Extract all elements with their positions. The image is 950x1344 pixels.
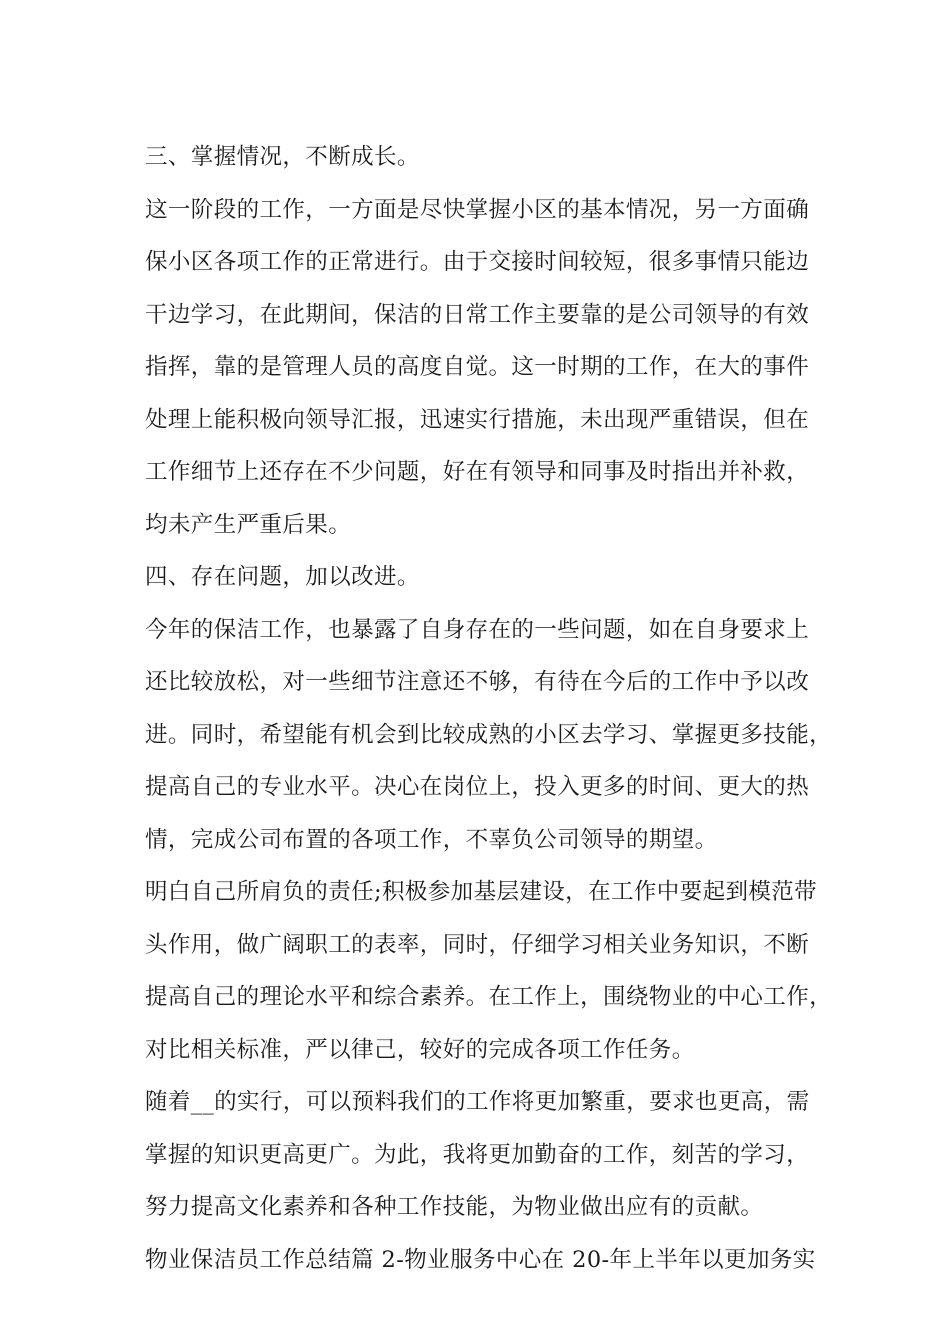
paragraph-line: 掌握的知识更高更广。为此，我将更加勤奋的工作，刻苦的学习，	[145, 1141, 810, 1168]
paragraph-line: 均未产生严重后果。	[145, 511, 352, 538]
paragraph-line: 干边学习，在此期间，保洁的日常工作主要靠的是公司领导的有效	[145, 301, 810, 328]
paragraph-line: 提高自己的专业水平。决心在岗位上，投入更多的时间、更大的热	[145, 774, 810, 800]
paragraph-line: 头作用，做广阔职工的表率，同时，仔细学习相关业务知识，不断	[145, 931, 810, 958]
paragraph-line: 进。同时，希望能有机会到比较成熟的小区去学习、掌握更多技能，	[145, 721, 833, 748]
paragraph-line: 情，完成公司布置的各项工作，不辜负公司领导的期望。	[145, 826, 718, 853]
section-heading-4: 四、存在问题，加以改进。	[145, 564, 420, 590]
document-body	[145, 131, 845, 1286]
paragraph-line: 对比相关标准，严以律己，较好的完成各项工作任务。	[145, 1036, 695, 1063]
paragraph-line: 物业保洁员工作总结篇 2-物业服务中心在 20-年上半年以更加务实	[145, 1246, 816, 1273]
paragraph-line: 这一阶段的工作，一方面是尽快掌握小区的基本情况，另一方面确	[145, 196, 810, 223]
paragraph-line: 今年的保洁工作，也暴露了自身存在的一些问题，如在自身要求上	[145, 616, 810, 643]
paragraph-line: 保小区各项工作的正常进行。由于交接时间较短，很多事情只能边	[145, 249, 810, 275]
section-heading-3: 三、掌握情况，不断成长。	[145, 144, 420, 170]
paragraph-line: 指挥，靠的是管理人员的高度自觉。这一时期的工作，在大的事件	[145, 354, 810, 380]
paragraph-line: 处理上能积极向领导汇报，迅速实行措施，未出现严重错误，但在	[145, 406, 810, 433]
paragraph-line: 提高自己的理论水平和综合素养。在工作上，围绕物业的中心工作，	[145, 984, 833, 1010]
paragraph-line: 还比较放松，对一些细节注意还不够，有待在今后的工作中予以改	[145, 669, 810, 695]
paragraph-line: 随着__的实行，可以预料我们的工作将更加繁重，要求也更高，需	[145, 1089, 810, 1115]
paragraph-line: 明白自己所肩负的责任;积极参加基层建设，在工作中要起到模范带	[145, 879, 818, 905]
paragraph-line: 努力提高文化素养和各种工作技能，为物业做出应有的贡献。	[145, 1194, 764, 1220]
paragraph-line: 工作细节上还存在不少问题，好在有领导和同事及时指出并补救，	[145, 459, 810, 485]
